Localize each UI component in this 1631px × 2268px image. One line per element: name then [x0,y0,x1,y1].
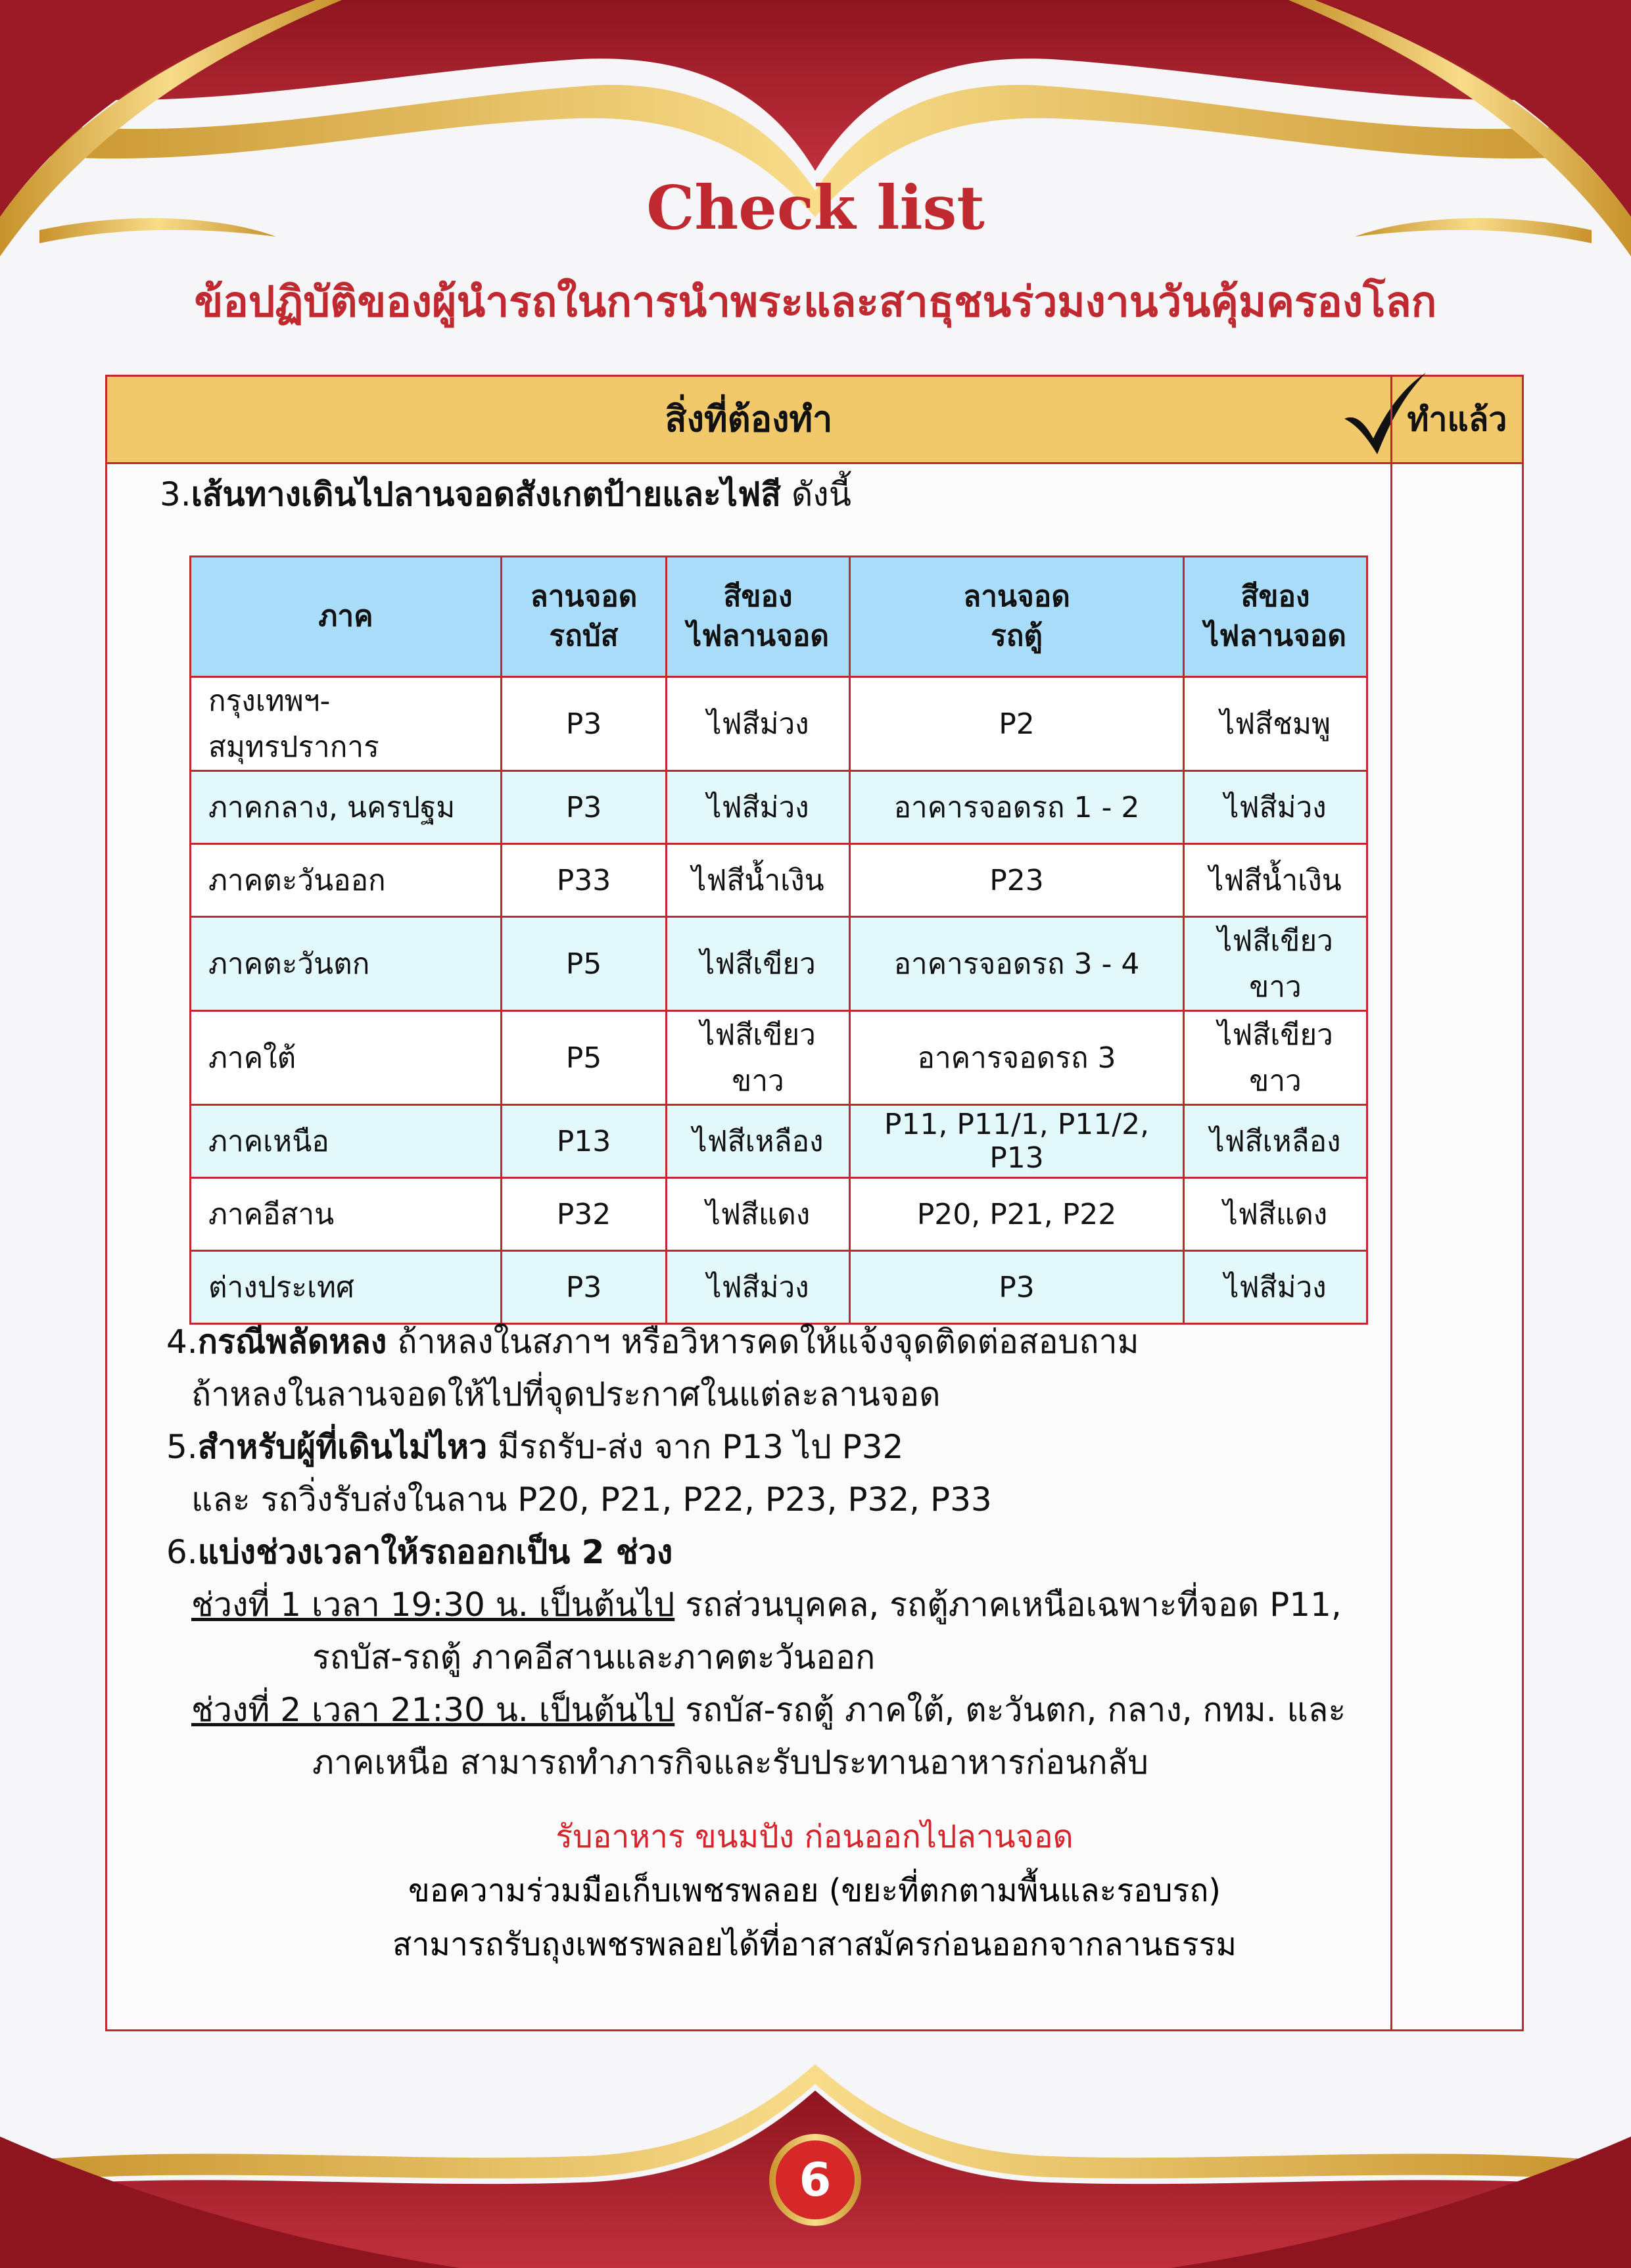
item-6: 6.แบ่งช่วงเวลาให้รถออกเป็น 2 ช่วง ช่วงที่ 1 เวลา 19:30 น. เป็นต้นไป รถส่วนบุคคล, รถตู้ภาคเหนือเฉพาะที่จอด P11, รถบัส-รถตู้ ภาคอีสานและภาคตะวันออก ช่วงที่ 2 เวลา 21:30 น. เป็นต้นไป รถบัส-รถตู้ ภาคใต้, ตะวันตก, กลาง, กทม. และ ภาคเหนือ สามารถทำภารกิจและรับประทานอาหารก่อนกลับ [166,1533,1346,1782]
item-4: 4.กรณีพลัดหลง ถ้าหลงในสภาฯ หรือวิหารคดให้แจ้งจุดติดต่อสอบถาม ถ้าหลงในลานจอดให้ไปที่จุดประกาศในแต่ละลานจอด [166,1323,1139,1413]
table-cell: P2 [850,677,1184,771]
table-row [191,844,1367,917]
table-cell: อาคารจอดรถ 1 - 2 [850,771,1184,844]
table-row [191,917,1367,1011]
table-cell: ไฟสีเขียว [667,917,850,1011]
page-title: Check list [646,172,985,243]
column-divider [1390,377,1392,2029]
table-cell: ไฟสีม่วง [667,1251,850,1324]
notes [107,1810,1522,1972]
table-cell: ไฟสีน้ำเงิน [1184,844,1367,917]
parking-table [189,555,1368,1325]
col-van-lot: ลานจอด รถตู้ [850,557,1184,677]
table-cell: ไฟสีชมพู [1184,677,1367,771]
table-cell: ไฟสีม่วง [1184,1251,1367,1324]
notes-line-1: ขอความร่วมมือเก็บเพชรพลอย (ขยะที่ตกตามพื้นและรอบรถ) [408,1872,1221,1909]
col-van-light: สีของ ไฟลานจอด [1184,557,1367,677]
table-cell: P3 [502,771,667,844]
table-cell: P5 [502,1011,667,1105]
table-cell: ไฟสีแดง [1184,1178,1367,1251]
table-cell: ไฟสีม่วง [667,677,850,771]
table-row [191,1011,1367,1105]
table-cell: P20, P21, P22 [850,1178,1184,1251]
table-cell: ไฟสีน้ำเงิน [667,844,850,917]
table-cell: P32 [502,1178,667,1251]
table-cell: ไฟสีแดง [667,1178,850,1251]
header-done: ทำแล้ว [1407,400,1507,438]
table-cell: P23 [850,844,1184,917]
table-cell: P11, P11/1, P11/2, P13 [850,1105,1184,1178]
table-row [191,1105,1367,1178]
table-cell: ภาคเหนือ [191,1105,502,1178]
table-row [191,677,1367,771]
col-bus-lot: ลานจอด รถบัส [502,557,667,677]
table-cell: ภาคตะวันออก [191,844,502,917]
table-cell: ภาคอีสาน [191,1178,502,1251]
table-cell: ภาคกลาง, นครปฐม [191,771,502,844]
table-cell: อาคารจอดรถ 3 [850,1011,1184,1105]
table-cell: ต่างประเทศ [191,1251,502,1324]
item-3: 3.เส้นทางเดินไปลานจอดสังเกตป้ายและไฟสี ดังนี้ [160,475,851,513]
table-header-row [191,557,1367,677]
page-subtitle: ข้อปฏิบัติของผู้นำรถในการนำพระและสาธุชนร่วมงานวันคุ้มครองโลก [194,278,1437,327]
table-cell: P3 [502,677,667,771]
col-region: ภาค [191,557,502,677]
table-cell: ไฟสีเขียว ขาว [1184,917,1367,1011]
table-cell: P5 [502,917,667,1011]
header-todo: สิ่งที่ต้องทำ [665,398,833,440]
table-cell: ภาคตะวันตก [191,917,502,1011]
page-number: 6 [799,2153,832,2207]
table-row [191,1178,1367,1251]
checkmark-icon [1336,367,1429,460]
notes-red: รับอาหาร ขนมปัง ก่อนออกไปลานจอด [555,1818,1074,1855]
table-cell: ไฟสีม่วง [667,771,850,844]
table-cell: ไฟสีเหลือง [1184,1105,1367,1178]
table-cell: P3 [850,1251,1184,1324]
table-cell: อาคารจอดรถ 3 - 4 [850,917,1184,1011]
table-cell: ไฟสีเขียว ขาว [1184,1011,1367,1105]
table-cell: ไฟสีเขียว ขาว [667,1011,850,1105]
item-5: 5.สำหรับผู้ที่เดินไม่ไหว มีรถรับ-ส่ง จาก P13 ไป P32 และ รถวิ่งรับส่งในลาน P20, P21, P22, P23, P32, P33 [166,1428,992,1519]
checklist-frame [105,375,1524,2031]
notes-line-2: สามารถรับถุงเพชรพลอยได้ที่อาสาสมัครก่อนออกจากลานธรรม [392,1926,1237,1963]
table-row [191,771,1367,844]
col-bus-light: สีของ ไฟลานจอด [667,557,850,677]
table-cell: P33 [502,844,667,917]
table-cell: P3 [502,1251,667,1324]
table-cell: ภาคใต้ [191,1011,502,1105]
checklist-header [107,377,1522,464]
table-cell: ไฟสีม่วง [1184,771,1367,844]
table-cell: กรุงเทพฯ-สมุทรปราการ [191,677,502,771]
table-cell: P13 [502,1105,667,1178]
table-row [191,1251,1367,1324]
table-cell: ไฟสีเหลือง [667,1105,850,1178]
